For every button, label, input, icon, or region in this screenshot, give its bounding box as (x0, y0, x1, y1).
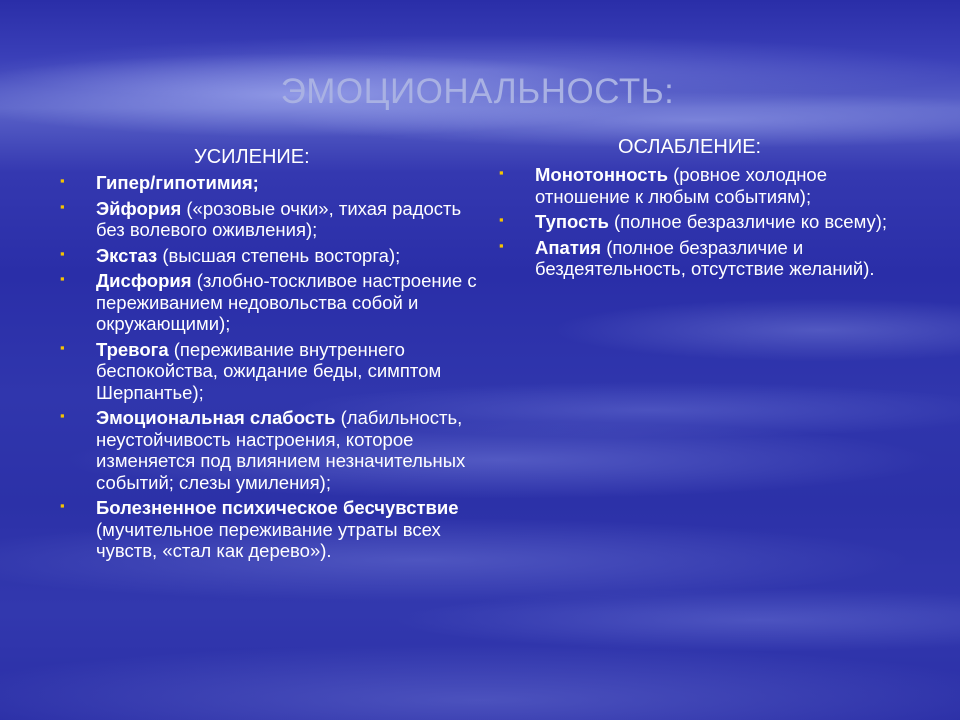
list-item (58, 339, 478, 404)
item-term: Монотонность (535, 164, 668, 185)
left-column-list (58, 172, 478, 566)
item-description: (лабильность, неустойчивость настроения, которое изменяется под влиянием незначительных событий; слезы умиления); (96, 407, 466, 493)
list-item (497, 237, 897, 280)
right-column-heading: ОСЛАБЛЕНИЕ: (618, 136, 762, 158)
bullet-icon: ▪ (60, 271, 65, 286)
bullet-icon: ▪ (60, 198, 65, 214)
item-description: (злобно-тоскливое настроение с переживанием недовольства собой и окружающими); (96, 270, 477, 334)
item-term: Болезненное психическое бесчувствие (96, 497, 459, 518)
right-column-list (497, 164, 897, 284)
list-item (497, 211, 897, 233)
list-item (58, 172, 478, 194)
list-item (58, 245, 478, 267)
item-description: (переживание внутреннего беспокойства, ожидание беды, симптом Шерпантье); (96, 338, 442, 403)
bullet-icon: ▪ (499, 165, 504, 180)
item-term: Тревога (96, 338, 169, 360)
item-term: Гипер/гипотимия; (96, 172, 259, 193)
item-description: («розовые очки», тихая радость без волевого оживления); (96, 197, 462, 240)
list-item (58, 497, 478, 562)
item-description: (высшая степень восторга); (157, 244, 401, 266)
list-item (58, 270, 478, 335)
bullet-icon: ▪ (499, 237, 504, 253)
item-term: Тупость (535, 211, 609, 232)
item-description: (мучительное переживание утраты всех чувств, «стал как дерево»). (96, 518, 441, 561)
list-item (58, 407, 478, 493)
bullet-icon: ▪ (60, 173, 65, 188)
item-description: (полное безразличие и бездеятельность, отсутствие желаний). (535, 236, 875, 279)
bullet-icon: ▪ (60, 498, 65, 513)
list-item (497, 164, 897, 207)
item-term: Эмоциональная слабость (96, 407, 336, 428)
item-description: (полное безразличие ко всему); (608, 211, 888, 232)
item-term: Дисфория (96, 270, 192, 291)
slide-title: ЭМОЦИОНАЛЬНОСТЬ: (280, 72, 675, 111)
list-item (58, 198, 478, 241)
left-column-heading: УСИЛЕНИЕ: (194, 146, 310, 168)
item-term: Эйфория (96, 197, 182, 219)
bullet-icon: ▪ (499, 212, 504, 227)
item-description: (ровное холодное отношение к любым событиям); (535, 164, 828, 207)
bullet-icon: ▪ (60, 339, 65, 355)
item-term: Апатия (535, 236, 602, 258)
bullet-icon: ▪ (60, 245, 65, 261)
bullet-icon: ▪ (60, 408, 65, 423)
item-term: Экстаз (96, 244, 158, 266)
